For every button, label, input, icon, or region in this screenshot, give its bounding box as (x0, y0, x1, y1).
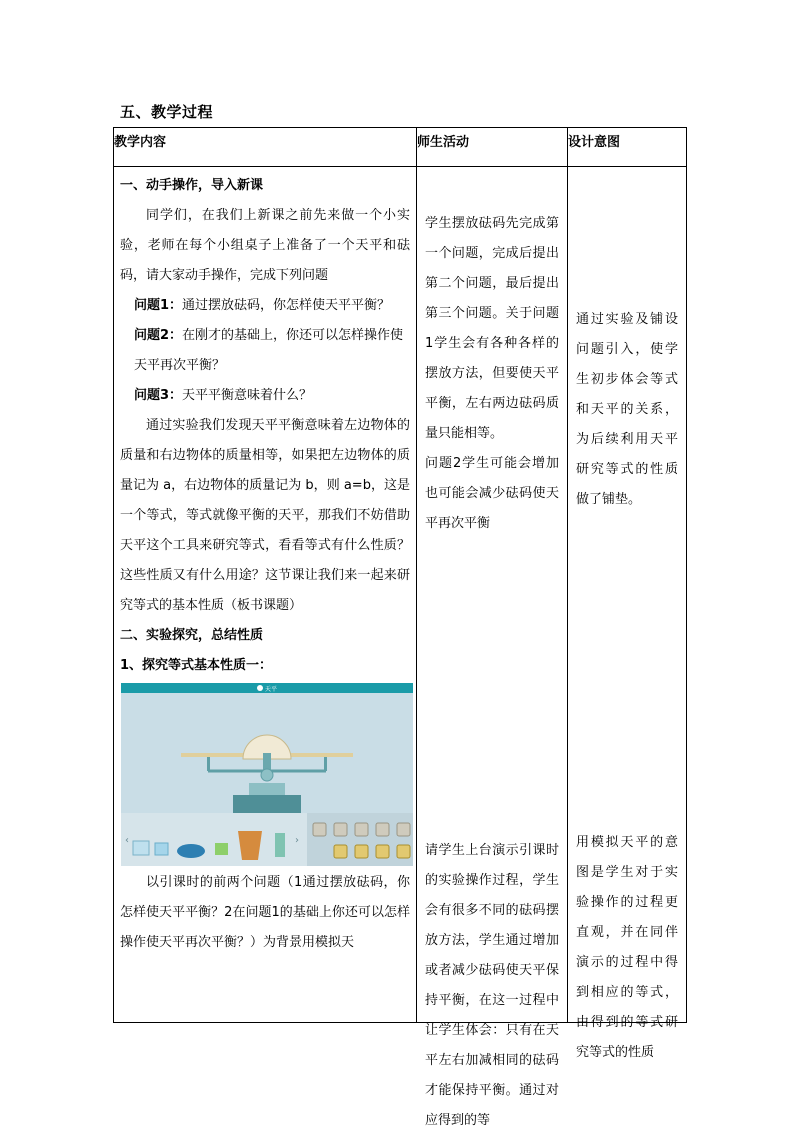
part1-activity: 学生摆放砝码先完成第一个问题，完成后提出第二个问题，最后提出第三个问题。关于问题1学生会有各种各样的摆放方法，但要使天平平衡，左右两边砝码质量只能相等。 (425, 216, 559, 441)
question-1-text: 通过摆放砝码，你怎样使天平平衡？ (182, 298, 391, 313)
intent-cell (568, 167, 687, 1060)
part1-heading: 一、动手操作，导入新课 (120, 178, 264, 193)
balance-illustration (121, 683, 413, 866)
table-row (114, 167, 687, 1023)
table-header-row (114, 128, 687, 167)
part2-intent: 用模拟天平的意图是学生对于实验操作的过程更直观，并在同伴演示的过程中得到相应的等式，由得到的等式研究等式的性质 (576, 834, 678, 1060)
part2-after-image: 以引课时的前两个问题（1通过摆放砝码，你怎样使天平平衡？2在问题1的基础上你还可以怎样操作使天平再次平衡？）为背景用模拟天 (120, 875, 410, 950)
question-3 (114, 381, 416, 411)
header-activity: 师生活动 (417, 128, 568, 167)
activity-cell (417, 167, 568, 1128)
section-title: 五、教学过程 (120, 103, 214, 121)
header-intent: 设计意图 (568, 128, 687, 167)
question-1 (114, 291, 416, 321)
question-3-label: 问题3： (134, 388, 183, 403)
part2-subheading: 1、探究等式基本性质一： (120, 658, 273, 673)
vase-item[interactable] (275, 833, 285, 857)
shelf-next-arrow[interactable]: › (295, 835, 299, 846)
question-1-label: 问题1： (134, 298, 183, 313)
part1-activity-2: 问题2学生可能会增加也可能会减少砝码使天平再次平衡 (425, 456, 559, 531)
teaching-process-table (113, 127, 687, 1128)
glass-item[interactable] (155, 843, 168, 855)
sim-header-icon (257, 685, 263, 691)
balance-display (249, 783, 285, 795)
content-cell (114, 167, 417, 1023)
cup-item[interactable] (133, 841, 149, 855)
flowerpot-item[interactable] (238, 831, 262, 860)
sim-title: 天平 (265, 686, 278, 693)
teapot-item[interactable] (177, 844, 205, 858)
header-content: 教学内容 (114, 128, 417, 167)
shelf-prev-arrow[interactable]: ‹ (125, 835, 129, 846)
balance-base (233, 795, 301, 813)
question-3-text: 天平平衡意味着什么？ (182, 388, 313, 403)
part1-intent: 通过实验及铺设问题引入，使学生初步体会等式和天平的关系，为后续利用天平研究等式的性质做了铺垫。 (576, 312, 678, 507)
part1-intro: 同学们，在我们上新课之前先来做一个小实验，老师在每个小组桌子上准备了一个天平和砝码，请大家动手操作，完成下列问题 (120, 208, 410, 283)
question-2-text: 在刚才的基础上，你还可以怎样操作使天平再次平衡？ (134, 328, 404, 373)
part1-conclusion: 通过实验我们发现天平平衡意味着左边物体的质量和右边物体的质量相等，如果把左边物体的质量记为 a，右边物体的质量记为 b，则 a=b，这是一个等式，等式就像平衡的天平，那我们不妨借助天平这个工具来研究等式，看看等式有什么性质？这些性质又有什么用途？这节课让我们来一起来研究等式的基本性质（板书课题） (120, 418, 410, 613)
part2-heading: 二、实验探究，总结性质 (120, 628, 264, 643)
question-2-label: 问题2： (134, 328, 183, 343)
question-2 (114, 321, 416, 381)
cup-green-item[interactable] (215, 843, 228, 855)
balance-simulation-image (121, 683, 413, 866)
part2-activity: 请学生上台演示引课时的实验操作过程，学生会有很多不同的砝码摆放方法，学生通过增加或者减少砝码使天平保持平衡，在这一过程中让学生体会：只有在天平左右加减相同的砝码才能保持平衡。通过对应得到的等 (425, 842, 559, 1128)
